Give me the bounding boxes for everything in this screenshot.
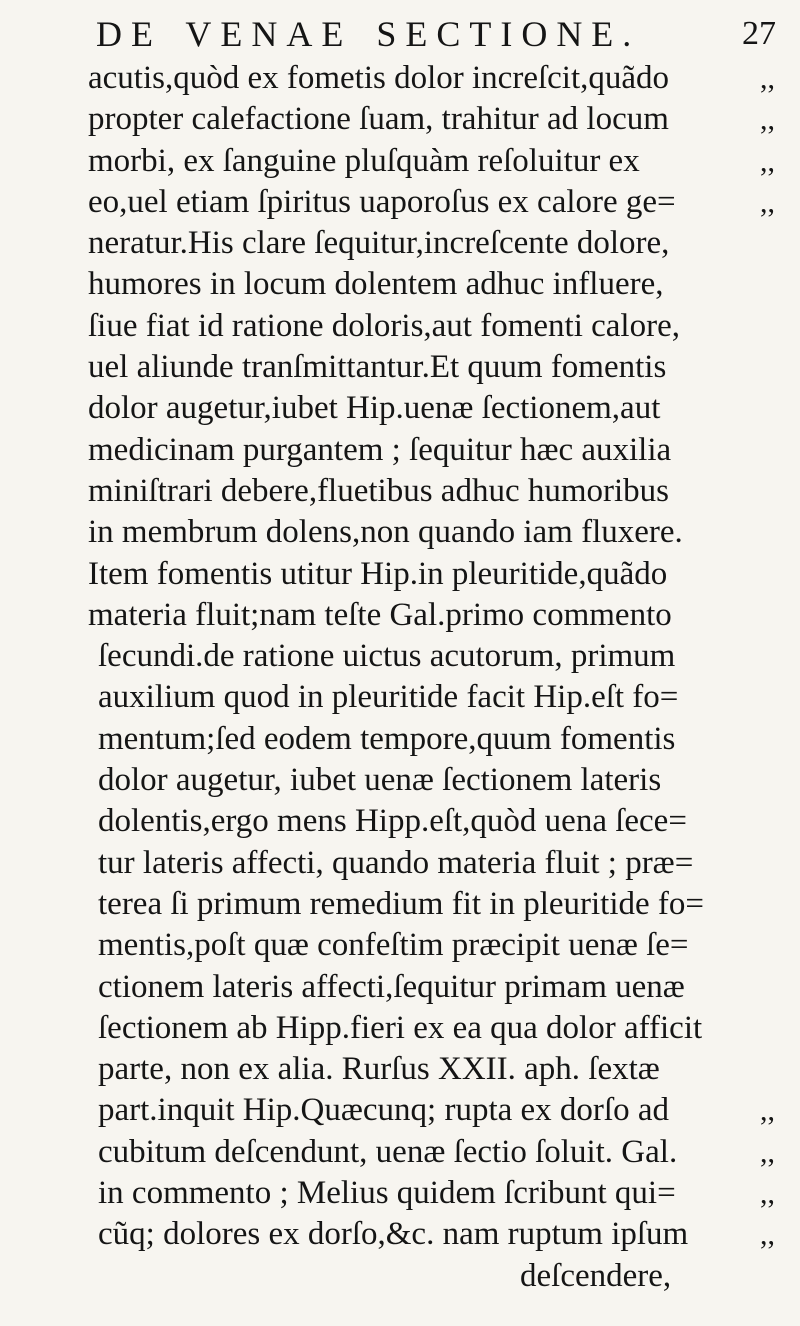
text-line — [0, 801, 800, 842]
text-line-content: terea ſi primum remedium fit in pleuritide fo= — [98, 885, 705, 922]
text-line — [0, 595, 800, 636]
text-line-content: part.inquit Hip.Quæcunq; rupta ex dorſo ad — [98, 1092, 669, 1129]
marginal-quote-mark: ,, — [760, 1177, 775, 1211]
text-line-content: mentum;ſed eodem tempore,quum fomentis — [98, 720, 676, 757]
text-line-content: auxilium quod in pleuritide facit Hip.eſt fo= — [98, 679, 679, 716]
text-line-content: cũq; dolores ex dorſo,&c. nam ruptum ipſum — [98, 1216, 689, 1253]
text-line — [0, 1214, 800, 1255]
text-line — [0, 306, 800, 347]
text-line-content: cubitum deſcendunt, uenæ ſectio ſoluit. Gal. — [98, 1133, 678, 1170]
text-line — [0, 677, 800, 718]
text-line — [0, 636, 800, 677]
text-line — [0, 264, 800, 305]
text-line — [0, 1256, 800, 1297]
marginal-quote-mark: ,, — [760, 1218, 775, 1252]
text-line — [0, 223, 800, 264]
text-line-content: in membrum dolens,non quando iam fluxere. — [88, 514, 683, 551]
page-number: 27 — [742, 15, 776, 52]
text-line-content: dolor augetur, iubet uenæ ſectionem lateris — [98, 762, 662, 799]
text-line — [0, 430, 800, 471]
text-line — [0, 1090, 800, 1131]
running-title: DE VENAE SECTIONE. — [96, 14, 641, 54]
text-line-content: tur lateris affecti, quando materia fluit ; præ= — [98, 844, 694, 881]
text-line — [0, 719, 800, 760]
marginal-quote-mark: ,, — [760, 144, 775, 178]
text-line — [0, 141, 800, 182]
text-line — [0, 1008, 800, 1049]
marginal-quote-mark: ,, — [760, 103, 775, 137]
text-line — [0, 471, 800, 512]
text-line — [0, 1132, 800, 1173]
text-line-content: uel aliunde tranſmittantur.Et quum fomentis — [88, 349, 667, 386]
text-line-content: propter calefactione ſuam, trahitur ad locum — [88, 101, 669, 138]
text-line-content: neratur.His clare ſequitur,increſcente dolore, — [88, 225, 670, 262]
text-line-content: ſecundi.de ratione uictus acutorum, primum — [98, 638, 676, 675]
text-line — [0, 99, 800, 140]
page-header — [0, 10, 800, 58]
text-line-content: acutis,quòd ex fometis dolor increſcit,quãdo — [88, 60, 670, 96]
marginal-quote-mark: ,, — [760, 185, 775, 219]
text-line — [0, 843, 800, 884]
text-line — [0, 58, 800, 99]
text-line-content: morbi, ex ſanguine pluſquàm reſoluitur ex — [88, 142, 640, 179]
text-line — [0, 512, 800, 553]
text-line — [0, 388, 800, 429]
text-line — [0, 1049, 800, 1090]
text-line-content: ctionem lateris affecti,ſequitur primam uenæ — [98, 968, 685, 1005]
text-line — [0, 554, 800, 595]
text-line-content: materia fluit;nam teſte Gal.primo commento — [88, 596, 672, 633]
text-line-content: medicinam purgantem ; ſequitur hæc auxilia — [88, 431, 672, 468]
text-line-content: dolentis,ergo mens Hipp.eſt,quòd uena ſece= — [98, 803, 687, 840]
text-line — [0, 760, 800, 801]
text-line-content: mentis,poſt quæ confeſtim præcipit uenæ ſe= — [98, 927, 689, 964]
text-line-content: dolor augetur,iubet Hip.uenæ ſectionem,aut — [88, 390, 661, 427]
text-line — [0, 1173, 800, 1214]
marginal-quote-mark: ,, — [760, 62, 775, 95]
text-line-content: ſectionem ab Hipp.fieri ex ea qua dolor afficit — [98, 1009, 703, 1046]
text-line-content: in commento ; Melius quidem ſcribunt qui= — [98, 1175, 676, 1212]
text-line-content: parte, non ex alia. Rurſus XXII. aph. ſextæ — [98, 1051, 660, 1088]
text-line-content: humores in locum dolentem adhuc influere, — [88, 266, 664, 303]
text-line-content: miniſtrari debere,fluetibus adhuc humoribus — [88, 472, 670, 509]
text-line-content: eo,uel etiam ſpiritus uaporoſus ex calore ge= — [88, 183, 676, 220]
text-line — [0, 182, 800, 223]
text-line-content: Item fomentis utitur Hip.in pleuritide,quãdo — [88, 555, 668, 592]
text-line — [0, 967, 800, 1008]
marginal-quote-mark: ,, — [760, 1135, 775, 1169]
marginal-quote-mark: ,, — [760, 1094, 775, 1128]
text-line-content: deſcendere, — [520, 1257, 672, 1294]
body-text — [0, 58, 800, 1297]
text-line — [0, 347, 800, 388]
text-line — [0, 925, 800, 966]
text-line-content: ſiue fiat id ratione doloris,aut fomenti calore, — [88, 307, 680, 344]
text-line — [0, 884, 800, 925]
